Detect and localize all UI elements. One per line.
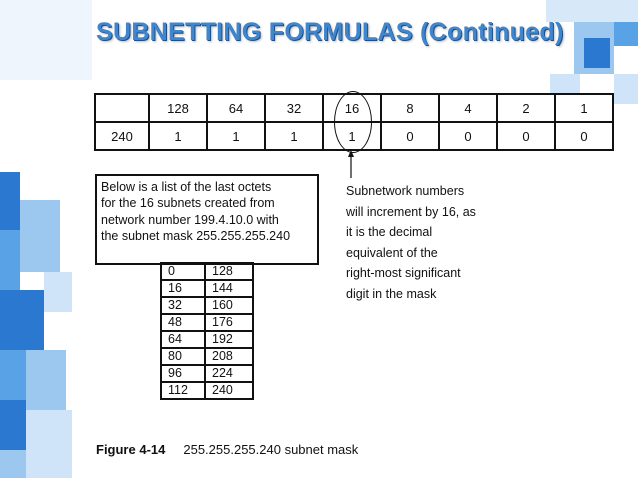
decor-square bbox=[26, 350, 66, 410]
table-row bbox=[161, 280, 253, 297]
bit-header-cell bbox=[95, 94, 149, 122]
bit-value-cell: 1 bbox=[265, 122, 323, 150]
subnet-cell: 32 bbox=[161, 297, 205, 314]
note-line: Subnetwork numbers bbox=[346, 184, 465, 198]
bit-header-cell: 8 bbox=[381, 94, 439, 122]
bit-header-cell: 64 bbox=[207, 94, 265, 122]
figure-caption bbox=[96, 442, 358, 457]
note-line: it is the decimal bbox=[346, 225, 433, 239]
figure-text: 255.255.255.240 subnet mask bbox=[183, 442, 359, 457]
subnet-cell: 112 bbox=[161, 382, 205, 399]
table-row bbox=[161, 331, 253, 348]
subnet-cell: 144 bbox=[205, 280, 253, 297]
subnet-cell: 240 bbox=[205, 382, 253, 399]
table-row bbox=[161, 263, 253, 280]
table-row bbox=[161, 382, 253, 399]
note-line: right-most significant bbox=[346, 266, 461, 280]
decor-square bbox=[0, 450, 26, 478]
bit-header-cell: 16 bbox=[323, 94, 381, 122]
decor-square bbox=[550, 74, 580, 94]
bit-value-cell: 0 bbox=[555, 122, 613, 150]
page-title: SUBNETTING FORMULAS (Continued) bbox=[96, 18, 564, 46]
decor-square bbox=[0, 400, 26, 450]
note-line: will increment by 16, as bbox=[346, 204, 476, 219]
bit-value-cell: 0 bbox=[381, 122, 439, 150]
decor-square bbox=[584, 38, 610, 68]
subnet-cell: 192 bbox=[205, 331, 253, 348]
bit-value-cell: 240 bbox=[95, 122, 149, 150]
subnet-cell: 16 bbox=[161, 280, 205, 297]
decor-square bbox=[0, 290, 44, 350]
note-line: digit in the mask bbox=[346, 286, 437, 301]
explanation-line: for the 16 subnets created from bbox=[101, 196, 275, 211]
subnet-cell: 224 bbox=[205, 365, 253, 382]
subnet-cell: 80 bbox=[161, 348, 205, 365]
bit-header-cell: 128 bbox=[149, 94, 207, 122]
bit-header-cell: 1 bbox=[555, 94, 613, 122]
subnet-cell: 160 bbox=[205, 297, 253, 314]
bit-value-cell: 1 bbox=[149, 122, 207, 150]
table-row bbox=[161, 365, 253, 382]
decor-square bbox=[0, 0, 92, 80]
decor-square bbox=[26, 410, 72, 478]
bit-value-cell: 0 bbox=[439, 122, 497, 150]
increment-note bbox=[346, 181, 476, 304]
subnet-cell: 96 bbox=[161, 365, 205, 382]
subnet-cell: 128 bbox=[205, 263, 253, 280]
decor-square bbox=[0, 230, 20, 290]
explanation-box bbox=[95, 174, 319, 265]
note-line: equivalent of the bbox=[346, 245, 438, 260]
subnet-cell: 0 bbox=[161, 263, 205, 280]
decor-square bbox=[20, 200, 60, 272]
subnet-cell: 64 bbox=[161, 331, 205, 348]
table-row bbox=[161, 297, 253, 314]
decor-square bbox=[614, 74, 638, 104]
bit-header-cell: 4 bbox=[439, 94, 497, 122]
subnet-cell: 176 bbox=[205, 314, 253, 331]
figure-number: Figure 4-14 bbox=[96, 442, 166, 457]
explanation-line: the subnet mask 255.255.255.240 bbox=[101, 229, 291, 244]
decor-square bbox=[44, 272, 72, 312]
explanation-line: Below is a list of the last octets bbox=[101, 180, 272, 194]
highlight-ellipse bbox=[334, 91, 372, 153]
subnet-octet-table bbox=[160, 262, 254, 400]
decor-square bbox=[614, 22, 638, 46]
explanation-line: network number 199.4.10.0 with bbox=[101, 212, 279, 227]
decor-square bbox=[0, 172, 20, 230]
subnet-cell: 48 bbox=[161, 314, 205, 331]
decor-square bbox=[0, 350, 26, 400]
subnet-cell: 208 bbox=[205, 348, 253, 365]
bit-value-cell: 1 bbox=[207, 122, 265, 150]
table-row bbox=[161, 314, 253, 331]
bit-header-cell: 2 bbox=[497, 94, 555, 122]
bit-value-cell: 1 bbox=[323, 122, 381, 150]
bit-header-cell: 32 bbox=[265, 94, 323, 122]
table-row bbox=[161, 348, 253, 365]
bit-value-cell: 0 bbox=[497, 122, 555, 150]
arrow-up-icon bbox=[345, 150, 357, 178]
